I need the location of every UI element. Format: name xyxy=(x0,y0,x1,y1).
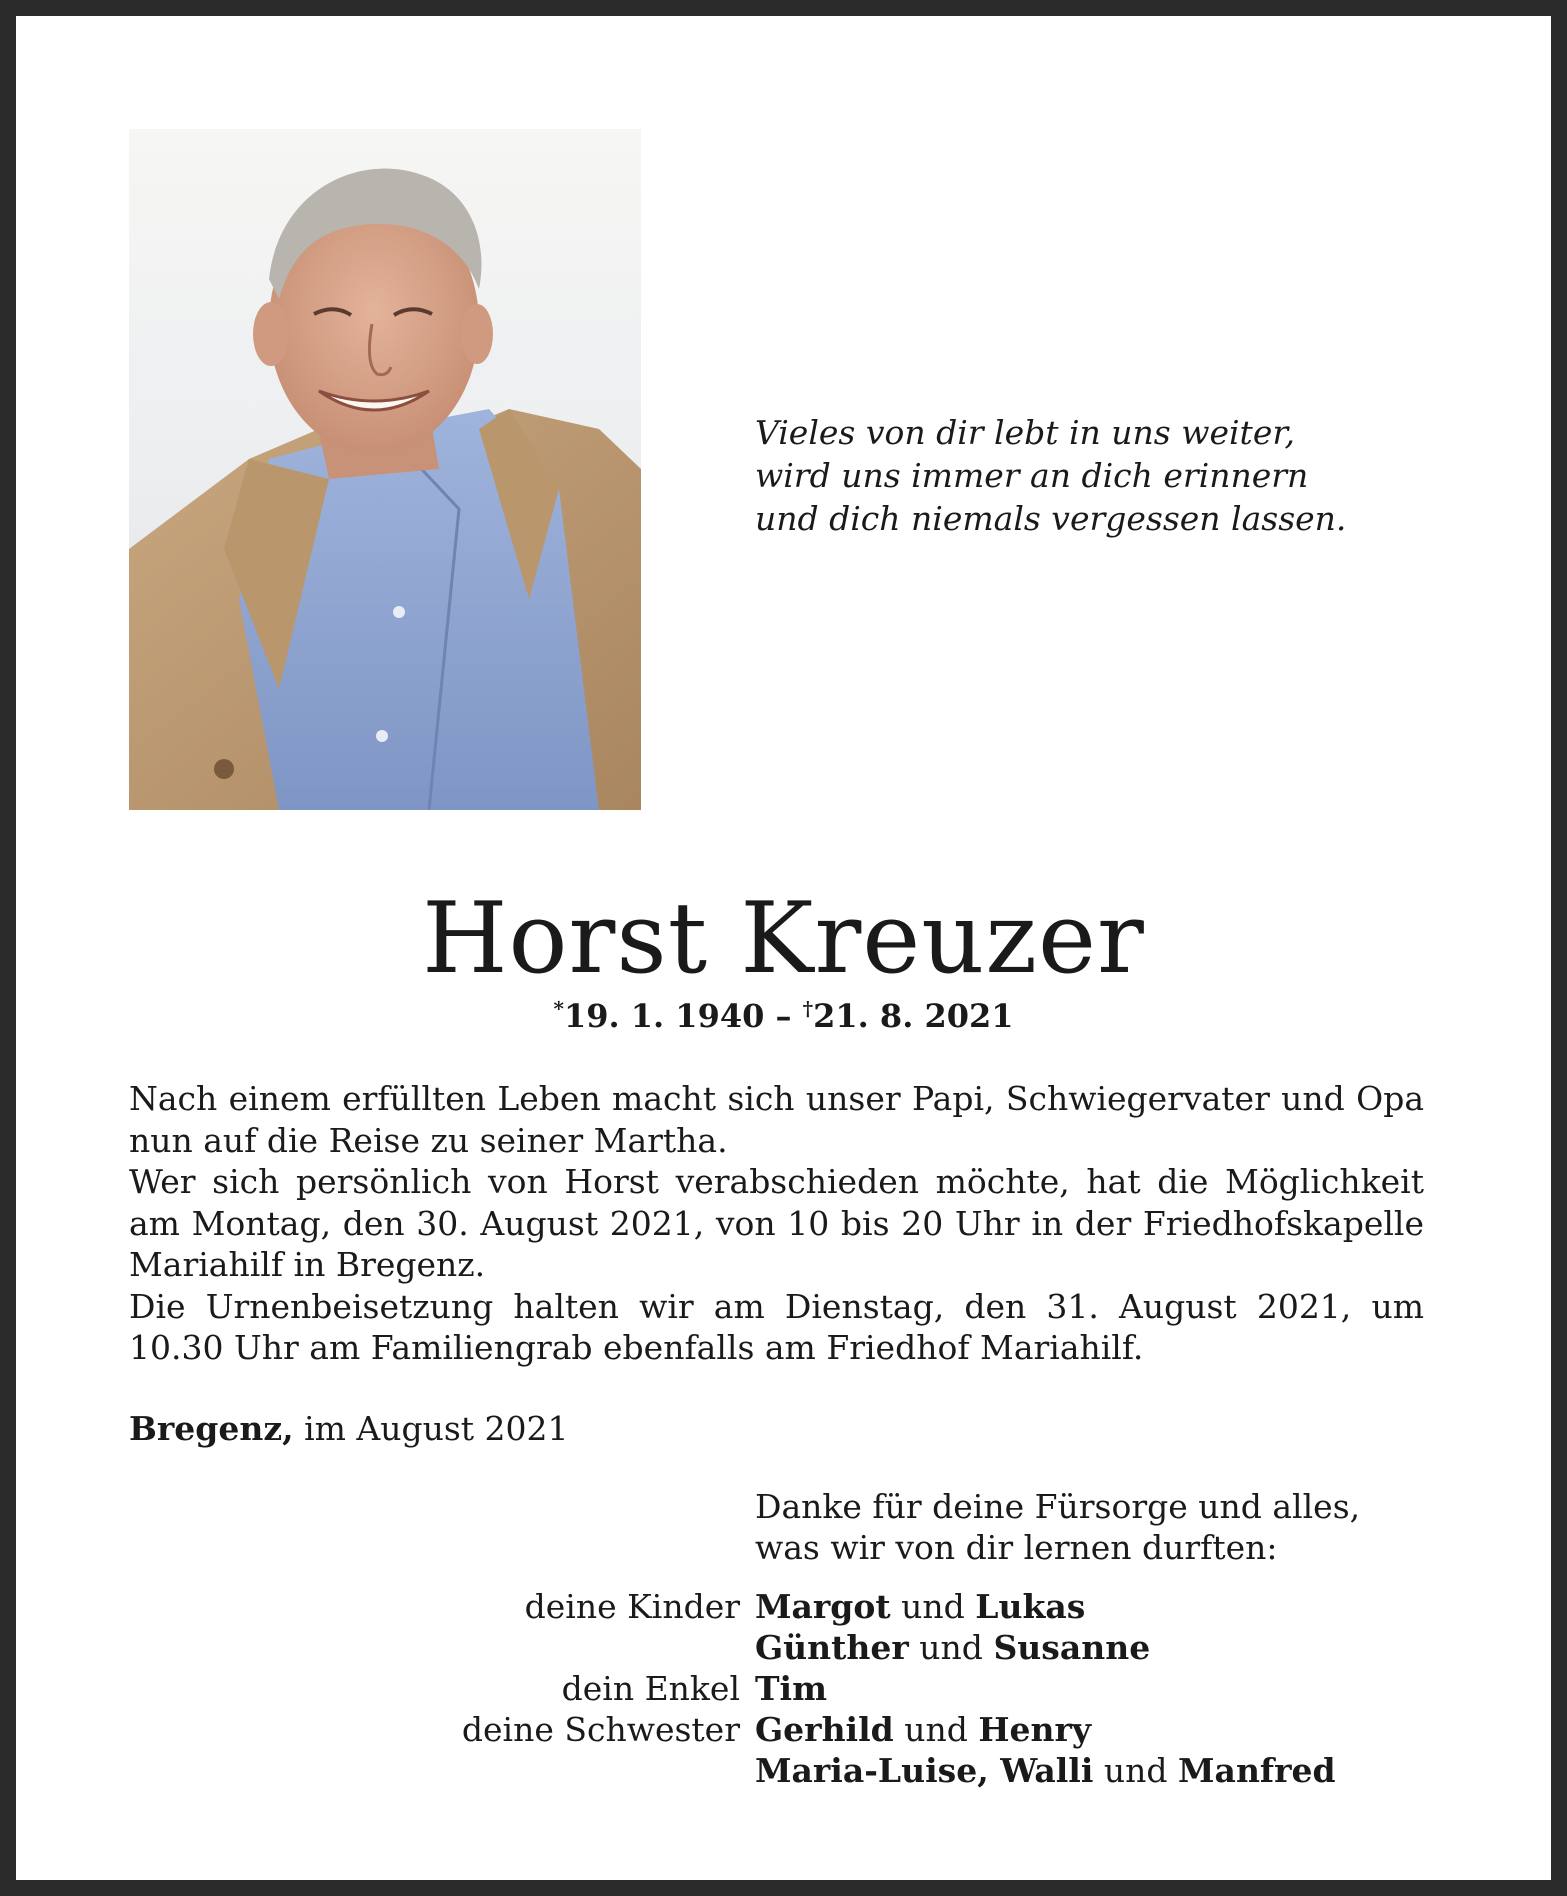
life-dates xyxy=(16,996,1551,1036)
sister-names-2: Maria-Luise, Walli und Manfred xyxy=(755,1751,1336,1790)
paragraph-1: Nach einem erfüllten Leben macht sich unser Papi, Schwiegervater und Opa nun auf die Reise zu seiner Martha. xyxy=(129,1079,1424,1160)
sister-label: deine Schwester xyxy=(461,1710,740,1749)
portrait-photo xyxy=(129,129,641,810)
birth-symbol: * xyxy=(553,996,564,1021)
paragraph-3: Die Urnenbeisetzung halten wir am Dienstag, den 31. August 2021, um 10.30 Uhr am Familiengrab ebenfalls am Friedhof Mariahilf. xyxy=(129,1286,1424,1367)
thanks-text: Danke für deine Fürsorge und alles, was wir von dir lernen durften: xyxy=(755,1487,1361,1567)
family-row xyxy=(16,1750,1551,1791)
family-row xyxy=(16,1586,1551,1627)
death-date: 21. 8. 2021 xyxy=(813,997,1014,1035)
announcement-text xyxy=(129,1078,1424,1369)
children-label: deine Kinder xyxy=(524,1587,740,1626)
place-city: Bregenz, xyxy=(129,1409,294,1448)
family-row xyxy=(16,1709,1551,1750)
death-symbol: † xyxy=(802,996,814,1021)
sister-names-1: Gerhild und Henry xyxy=(755,1710,1092,1749)
grandchild-name: Tim xyxy=(755,1669,828,1708)
paragraph-2: Wer sich persönlich von Horst verabschieden möchte, hat die Möglichkeit am Montag, den 30. August 2021, von 10 bis 20 Uhr in der Friedhofskapelle Mariahilf in Bregenz. xyxy=(129,1162,1424,1284)
birth-date: 19. 1. 1940 – xyxy=(563,997,803,1035)
place-date: im August 2021 xyxy=(293,1409,569,1448)
children-names-1: Margot und Lukas xyxy=(755,1587,1086,1626)
obituary-page xyxy=(16,16,1551,1880)
memorial-quote: Vieles von dir lebt in uns weiter, wird uns immer an dich erinnern und dich niemals vergessen lassen. xyxy=(755,413,1347,538)
grandchild-label: dein Enkel xyxy=(561,1669,740,1708)
family-row xyxy=(16,1627,1551,1668)
family-signatures xyxy=(16,1586,1551,1791)
family-row xyxy=(16,1668,1551,1709)
children-names-2: Günther und Susanne xyxy=(755,1628,1151,1667)
place-date-line xyxy=(129,1408,569,1449)
deceased-name: Horst Kreuzer xyxy=(422,882,1145,996)
